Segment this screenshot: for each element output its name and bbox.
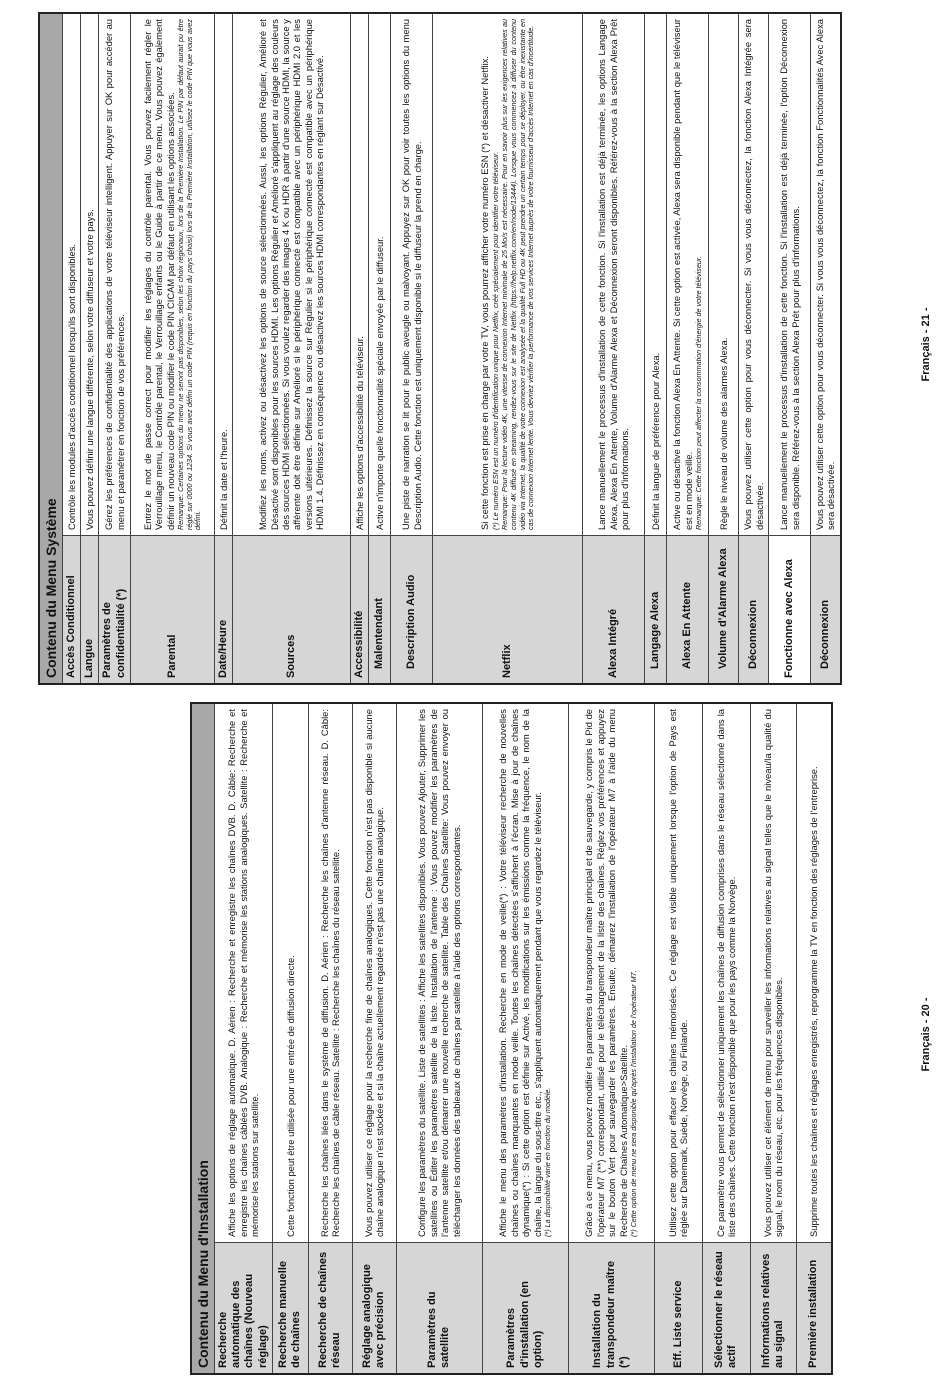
- row-description: Active n'importe quelle fonctionnalité spéciale envoyée par le diffuseur.: [369, 13, 391, 536]
- table-row: [308, 703, 352, 1374]
- installation-menu-table: [190, 702, 833, 1375]
- row-description: Vous pouvez utiliser cette option pour vous déconnecter. Si vous vous déconnectez, la fonction Alexa Intégrée sera désactivée.: [739, 13, 769, 536]
- row-label: Sources: [232, 536, 350, 685]
- table-row: [272, 703, 308, 1374]
- row-label: Date/Heure: [214, 536, 232, 685]
- row-label: Déconnexion: [811, 536, 841, 685]
- row-label: Eff. Liste service: [654, 1243, 702, 1375]
- row-label: Volume d'Alarme Alexa: [709, 536, 739, 685]
- row-description: Définit la date et l'heure.: [214, 13, 232, 536]
- row-description: Configure les paramètres du satellite. Liste de satellites : Affiche les satellites disponibles. Vous pouvez Ajouter, Supprimer les satellites ou Éditer les paramètres satellite de la liste. Installation de l'antenne : Vous pouvez modifier les paramètres de l'antenne satellite et/ou démarrer une nouvelle recherche de satellite. Table des Chaînes Satellite: Vous pouvez envoyer ou télécharger les données des tableaux de chaînes par satellite à l'aide des options correspondantes.: [396, 703, 482, 1243]
- table-row: [433, 13, 583, 684]
- table-row: [796, 703, 832, 1374]
- row-label: Paramètres d'installation (en option): [482, 1243, 568, 1375]
- row-label: Alexa En Attente: [667, 536, 709, 685]
- row-label: Recherche automatique des chaînes (Nouveau réglage): [215, 1243, 273, 1375]
- row-description: Contrôle les modules d'accès conditionnel lorsqu'ils sont disponibles.: [63, 13, 81, 536]
- row-label: Description Audio: [391, 536, 433, 685]
- table-row: [352, 703, 396, 1374]
- footnote: (*) La disponibilité varie en fonction du modèle.: [543, 1087, 553, 1237]
- table-row: [709, 13, 739, 684]
- row-description: [482, 703, 568, 1243]
- footnote: (*) Le numéro ESN est un numéro d'identification unique pour Netflix, créé spécialement pour identifier votre téléviseur.: [490, 151, 500, 530]
- row-label: Recherche de chaînes réseau: [308, 1243, 352, 1375]
- table-row: [391, 13, 433, 684]
- table-row: [350, 13, 368, 684]
- row-label: Langage Alexa: [645, 536, 667, 685]
- row-description: Affiche les options de réglage automatique. D. Aérien : Recherche et enregistre les chaînes DVB. D. Câble: Recherche et enregistre les chaînes câblées DVB. Analogique : Recherche et mémorise les stations analogiques. Satellite : Recherche et mémorise les stations sur satellite.: [215, 703, 273, 1243]
- row-label: Recherche manuelle de chaînes: [272, 1243, 308, 1375]
- row-label: Malentendant: [369, 536, 391, 685]
- row-description: Utilisez cette option pour effacer les chaînes mémorisées. Ce réglage est visible uniquement lorsque l'option de Pays est réglée sur Danemark, Suède, Norvège, ou Finlande.: [654, 703, 702, 1243]
- table-row: [702, 703, 750, 1374]
- row-description: [667, 13, 709, 536]
- page-footer: Français - 21 -: [920, 307, 932, 382]
- row-description: [130, 13, 214, 536]
- row-description: Règle le niveau de volume des alarmes Alexa.: [709, 13, 739, 536]
- table-row: [396, 703, 482, 1374]
- row-description: Supprime toutes les chaînes et réglages enregistrés, reprogramme la TV en fonction des réglages de l'entreprise.: [796, 703, 832, 1243]
- page-system: [0, 0, 950, 689]
- footnote-remark: Remarque: Pour la lecture vidéo 4K, une vitesse de connexion Internet minimale de 25 Mo/s est nécessaire. Pour en savoir plus sur les exigences relatives au contenu 4K diffusé en streaming, rendez-vous sur le site de Netflix (https://help.netflix.com/en/node/13444). Lorsque vous commencez à diffuser du contenu vidéo via Internet, la qualité de votre connexion est analysée et la qualité Full HD ou 4K peut prendre un certain temps pour se déployer, ou être inexistante en cas de connexion Internet lente. Vous devriez vérifier la performance de vos services Internet auprès de votre fournisseur d'accès Internet en cas d'incertitude.: [500, 19, 536, 530]
- page-installation: [0, 690, 950, 1379]
- footnote: Remarque: Cette fonction peut affecter la consommation d'énergie de votre téléviseur.: [694, 256, 704, 530]
- system-menu-table: [38, 12, 842, 685]
- table-row: [369, 13, 391, 684]
- row-label: Informations relatives au signal: [750, 1243, 796, 1375]
- row-description: Vous pouvez définir une langue différente, selon votre diffuseur et votre pays.: [81, 13, 99, 536]
- table-row: [739, 13, 769, 684]
- table-row: [568, 703, 654, 1374]
- row-label: Accessibilité: [350, 536, 368, 685]
- row-description: [433, 13, 583, 536]
- table-title: Contenu du Menu Système: [39, 13, 63, 684]
- table-row: [654, 703, 702, 1374]
- row-label: Langue: [81, 536, 99, 685]
- table-row: [63, 13, 81, 684]
- table-row: [750, 703, 796, 1374]
- row-description: Vous pouvez utiliser cet élément de menu pour surveiller les informations relatives au signal telles que le niveau/la qualité du signal, le nom du réseau, etc. pour les fréquences disponibles.: [750, 703, 796, 1243]
- table-row: [81, 13, 99, 684]
- row-label: Accès Conditionnel: [63, 536, 81, 685]
- table-row: [482, 703, 568, 1374]
- row-label: Paramètres de confidentialité (*): [99, 536, 130, 685]
- table-row: [811, 13, 841, 684]
- description-text: Grâce à ce menu, vous pouvez modifier les paramètres du transpondeur maître principal et de sauvegarde, y compris le Pid de l'opérateur M7 (**) correspondant, utilisé pour le téléchargement de la liste des chaînes. Réglez vos préférences et appuyez sur le bouton Vert pour sauvegarder les paramètres. Ensuite, démarrez l'installation de l'opérateur M7 à l'aide du menu Recherche de Chaînes Automatique>Satellite.: [583, 709, 629, 1237]
- table-row: [645, 13, 667, 684]
- table-row: [667, 13, 709, 684]
- row-description: Lance manuellement le processus d'installation de cette fonction. Si l'installation est déjà terminée, les options Langage Alexa, Alexa En Attente, Volume d'Alarme Alexa et Déconnexion seront disponibles. Référez-vous à la section Alexa Prêt pour plus d'informations.: [583, 13, 645, 536]
- footnote: Remarque: Certaines options du menu ne seront pas disponibles, selon les choix régionaux, lors de la Première Installation. Le PIN par défaut aurait pu être réglé sur 0000 ou 1234. Si vous avez défini un code PIN (requis en fonction du pays choisi) lors de la Première Installation, utilisez le code PIN que vous avez défini.: [175, 19, 203, 530]
- row-label: Première installation: [796, 1243, 832, 1375]
- row-description: Une piste de narration se lit pour le public aveugle ou malvoyant. Appuyez sur OK pour voir toutes les options du menu Description Audio. Cette fonction est uniquement disponible si le diffuseur la prend en charge.: [391, 13, 433, 536]
- table-row: [99, 13, 130, 684]
- row-description: Vous pouvez utiliser cette option pour vous déconnecter. Si vous vous déconnectez, la fonction Fonctionnalités Avec Alexa sera désactivée.: [811, 13, 841, 536]
- table-row: [769, 13, 811, 684]
- row-label: Netflix: [433, 536, 583, 685]
- row-label: Installation du transpondeur maître (*): [568, 1243, 654, 1375]
- row-description: [568, 703, 654, 1243]
- row-label: Alexa Intégré: [583, 536, 645, 685]
- row-description: Affiche les options d'accessibilité du téléviseur.: [350, 13, 368, 536]
- row-description: Modifiez les noms, activez ou désactivez les options de source sélectionnées. Aussi, les options Régulier, Amélioré et Désactivé sont disponibles pour les sources HDMI. Les options Régulier et Amélioré s'appliquent au réglage des couleurs des sources HDMI sélectionnées. Si vous voulez regarder des images 4 K ou HDR à partir d'une source HDMI, la source y afférente doit être définie sur Amélioré si le périphérique connecté est compatible avec un périphérique HDMI 2.0 et les versions ultérieures. Définissez la source sur Régulier si le périphérique connecté est compatible avec un périphérique HDMI 1.4. Définissez en conséquence ou désactivez les sources HDMI correspondantes en réglant sur Désactivé.: [232, 13, 350, 536]
- row-label: Paramètres du satellite: [396, 1243, 482, 1375]
- table-title: Contenu du Menu d'Installation: [191, 703, 215, 1374]
- table-row: [130, 13, 214, 684]
- description-text: Entrez le mot de passe correct pour modifier les réglages du contrôle parental. Vous pouvez facilement régler le Verrouillage menu, le Contrôle parental, le Verrouillage enfants ou le Guide à partir de ce menu. Vous pouvez également définir un nouveau code PIN ou modifier le code PIN CICAM par défaut en utilisant les options associées.: [141, 19, 176, 530]
- row-label: Parental: [130, 536, 214, 685]
- row-description: Ce paramètre vous permet de sélectionner uniquement les chaînes de diffusion comprises dans le réseau sélectionné dans la liste des chaînes. Cette fonction n'est disponible que pour les pays comme la Norvège.: [702, 703, 750, 1243]
- page-footer: Français - 20 -: [920, 997, 932, 1072]
- row-label: Déconnexion: [739, 536, 769, 685]
- description-text: Si cette fonction est prise en charge par votre TV, vous pourrez afficher votre numéro ESN (*) et désactiver Netflix.: [479, 55, 491, 530]
- row-description: Cette fonction peut être utilisée pour une entrée de diffusion directe.: [272, 703, 308, 1243]
- table-row: [583, 13, 645, 684]
- table-row: [214, 13, 232, 684]
- row-label: Fonctionne avec Alexa: [769, 536, 811, 685]
- row-label: Réglage analogique avec précision: [352, 1243, 396, 1375]
- description-text: Affiche le menu des paramètres d'installation. Recherche en mode de veille(*) : Votre téléviseur recherche de nouvelles chaînes ou chaînes manquantes en mode veille. Toutes les chaînes détectées s'affichent à l'écran. Mise à jour de chaînes dynamique(*) : Si cette option est définie sur Activé, les modifications sur les émissions comme la fréquence, le nom de la chaîne, la langue du sous-titre etc., s'appliquent automatiquement pendant que vous regardez le téléviseur.: [497, 709, 543, 1237]
- table-row: [232, 13, 350, 684]
- footnote: (*) Cette option de menu ne sera disponible qu'après l'installation de l'opérateur M7.: [629, 970, 639, 1237]
- row-description: Vous pouvez utiliser ce réglage pour la recherche fine de chaînes analogiques. Cette fonction n'est pas disponible si aucune chaîne analogique n'est stockée et si la chaîne actuellement regardée n'est pas une chaîne analogique.: [352, 703, 396, 1243]
- row-description: Lance manuellement le processus d'installation de cette fonction. Si l'installation est déjà terminée, l'option Déconnexion sera disponible. Référez-vous à la section Alexa Prêt pour plus d'informations.: [769, 13, 811, 536]
- table-row: [215, 703, 273, 1374]
- row-description: Définit la langue de préférence pour Alexa.: [645, 13, 667, 536]
- row-description: Gérez les préférences de confidentialité des applications de votre téléviseur intelligent. Appuyer sur OK pour accéder au menu et paramétrer en fonction de vos préférences.: [99, 13, 130, 536]
- description-text: Active ou désactive la fonction Alexa En Attente. Si cette option est activée, Alexa sera disponible pendant que le téléviseur est en mode veille.: [671, 19, 694, 530]
- row-description: Recherche les chaînes liées dans le système de diffusion. D. Aérien : Recherche les chaînes d'antenne réseau. D. Câble: Recherche les chaînes de câble réseau. Satellite : Recherche les chaînes du réseau satellite.: [308, 703, 352, 1243]
- row-label: Sélectionner le réseau actif: [702, 1243, 750, 1375]
